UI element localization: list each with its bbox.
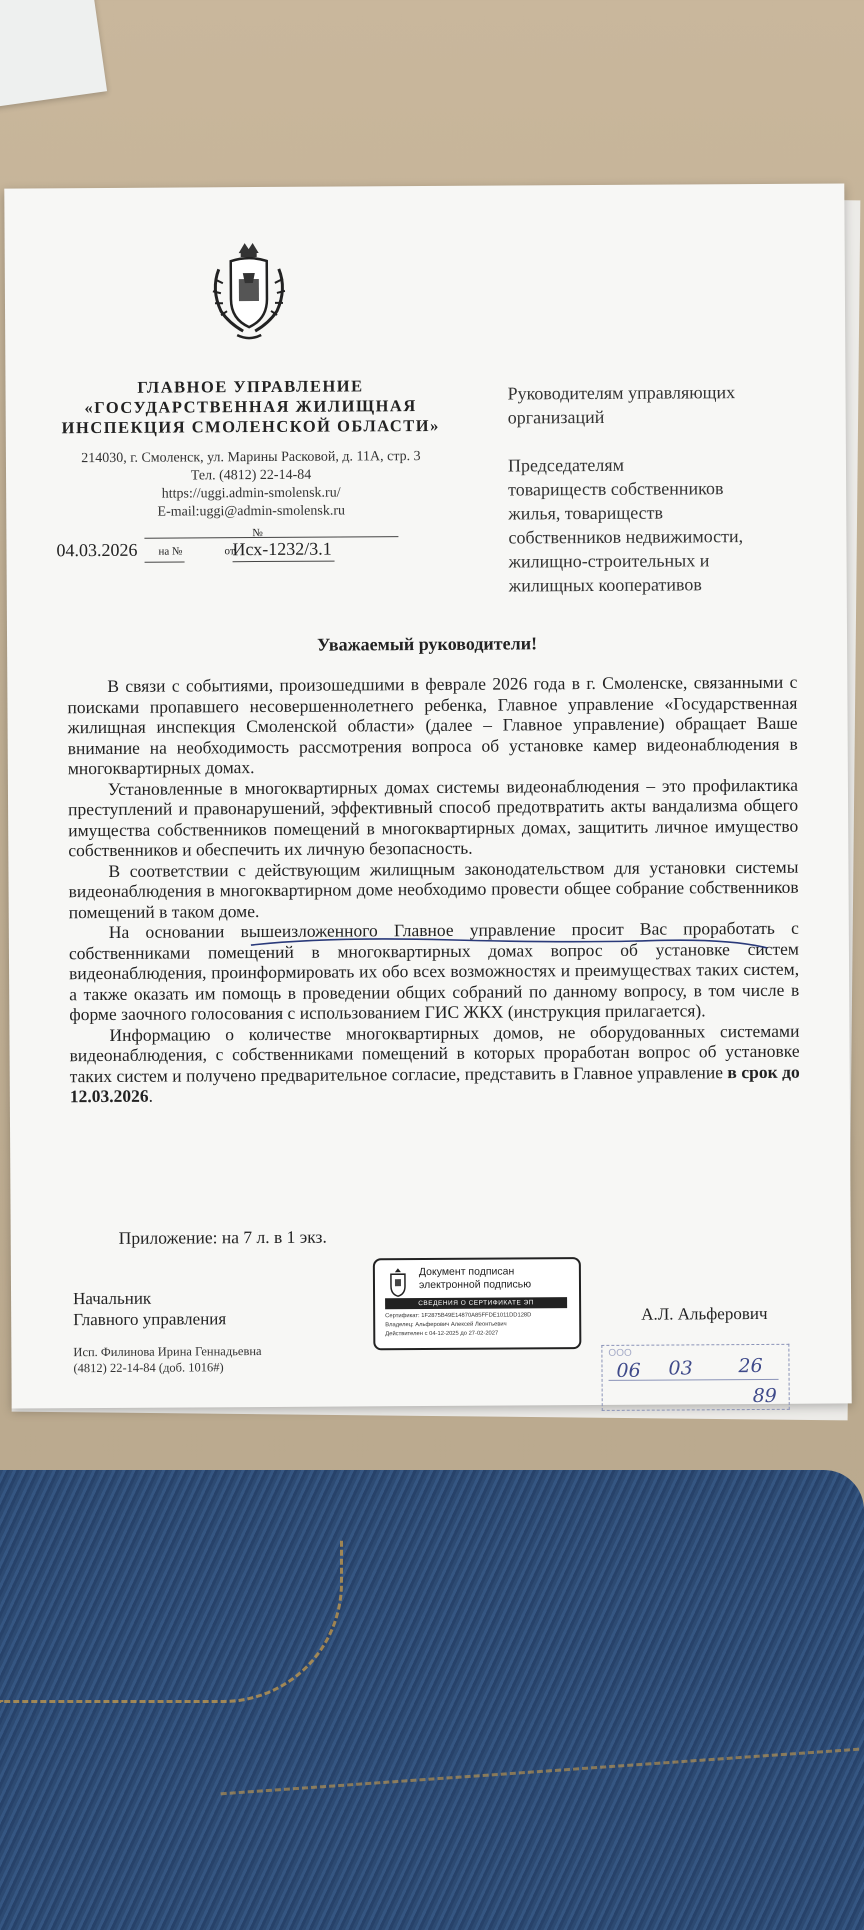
- signature-title-line: электронной подписью: [418, 1278, 532, 1292]
- from-label: от: [224, 545, 235, 558]
- email: E-mail:uggi@admin-smolensk.ru: [157, 503, 346, 520]
- paragraph: Установленные в многоквартирных домах системы видеонаблюдения – это профилактика преступлений и правонарушений, эффективный способ предотвратить акты вандализма общего имущества собственников помещений в многоквартирных домах, защитить личное имущество собственников и обеспечить их личную безопасность.: [68, 774, 799, 861]
- electronic-signature-stamp: [373, 1257, 582, 1350]
- paragraph-text: Информацию о количестве многоквартирных домов, не оборудованных системами видеонаблюдения, с собственниками помещений в которых проработан вопрос об установке таких систем и получено предварительное согласие, представить в Главное управление: [69, 1020, 800, 1086]
- org-line: ГЛАВНОЕ УПРАВЛЕНИЕ: [137, 376, 364, 397]
- coat-of-arms-icon: [201, 239, 298, 348]
- stamp-day: 06: [616, 1359, 641, 1382]
- greeting: Уважаемый руководители!: [317, 633, 538, 655]
- outgoing-number: Исх-1232/3.1: [232, 538, 332, 560]
- addressee-line: жилищных кооперативов: [508, 574, 702, 596]
- executor-line: (4812) 22-14-84 (доб. 1016#): [73, 1360, 224, 1376]
- position-line: Начальник: [73, 1288, 152, 1309]
- addressee-line: Руководителям управляющих: [507, 382, 736, 404]
- certificate-bar: СВЕДЕНИЯ О СЕРТИФИКАТЕ ЭП: [385, 1297, 567, 1309]
- executor-info: [73, 1343, 261, 1376]
- stamp-year: 26: [738, 1354, 763, 1378]
- website: https://uggi.admin-smolensk.ru/: [161, 485, 341, 502]
- addressee-line: товариществ собственников: [508, 478, 724, 500]
- addressee-line: жилья, товариществ: [508, 502, 664, 524]
- letter-body: [67, 672, 800, 1107]
- appendix-note: Приложение: на 7 л. в 1 экз.: [118, 1226, 327, 1248]
- certificate-line: Владелец: Альферович Алексей Леонтьевич: [385, 1321, 507, 1329]
- address: 214030, г. Смоленск, ул. Марины Расковой, д. 11А, стр. 3: [81, 449, 421, 467]
- document-page: [4, 183, 851, 1408]
- number-label: №: [252, 527, 263, 540]
- org-line: «ГОСУДАРСТВЕННАЯ ЖИЛИЩНАЯ: [84, 396, 417, 418]
- deadline: в срок до 12.03.2026: [69, 1061, 800, 1107]
- paragraph-end: .: [148, 1085, 154, 1106]
- signatory-position: [73, 1287, 226, 1330]
- addressee-line: жилищно-строительных и: [508, 550, 710, 572]
- certificate-line: Действителен с 04-12-2025 до 27-02-2027: [385, 1330, 499, 1338]
- paragraph: На основании вышеизложенного Главное управление просит Вас проработать с собственниками помещений в многоквартирных домах вопрос об установке систем видеонаблюдения, проинформировать их обо всех возможностях и преимуществах таких систем, а также оказать им помощь в проведении общих собраний по данному вопросу, в том числе в форме заочного голосования с использованием ГИС ЖКХ (инструкция прилагается).: [68, 917, 800, 1025]
- addressee-line: Председателям: [507, 454, 625, 476]
- paper-scrap: [0, 0, 107, 108]
- signature-title: [419, 1265, 531, 1292]
- organization-contacts: [46, 448, 456, 523]
- certificate-line: Сертификат: 1F2875B49E14870A85FFDE1011DD128D: [385, 1312, 532, 1320]
- stamp-line: [609, 1379, 779, 1381]
- addressee-line: организаций: [507, 406, 605, 428]
- outgoing-date: 04.03.2026: [56, 539, 138, 561]
- certificate-details: [385, 1311, 531, 1339]
- coat-of-arms-icon: [385, 1268, 411, 1298]
- jeans-seam: [221, 1748, 860, 1799]
- phone: Тел. (4812) 22-14-84: [190, 467, 312, 484]
- addressee-block: [507, 380, 828, 598]
- position-line: Главного управления: [73, 1309, 227, 1330]
- org-line: ИНСПЕКЦИЯ СМОЛЕНСКОЙ ОБЛАСТИ»: [61, 415, 440, 438]
- addressee-line: собственников недвижимости,: [508, 526, 744, 548]
- denim-background: [0, 1470, 864, 1930]
- signer-name: А.Л. Альферович: [641, 1303, 768, 1324]
- ref-label: на №: [158, 545, 183, 558]
- registration-line: [56, 527, 386, 566]
- underline: [145, 561, 185, 562]
- paragraph: В соответствии с действующим жилищным законодательством для установки системы видеонаблюдения в многоквартирном доме необходимо провести общее собрание собственников помещений в таком доме.: [68, 856, 799, 922]
- jeans-seam: [0, 1540, 343, 1703]
- stamp-faded-text: ООО: [608, 1347, 632, 1359]
- underline: [233, 561, 335, 563]
- incoming-registration-stamp: [601, 1344, 789, 1411]
- paragraph: В связи с событиями, произошедшими в феврале 2026 года в г. Смоленске, связанными с поисками пропавшего несовершеннолетнего ребенка, Главное управление «Государственная жилищная инспекция Смоленской области» (далее – Главное управление) обращает Ваше внимание на необходимость рассмотрения вопроса об установке камер видеонаблюдения в многоквартирных домах.: [67, 671, 798, 779]
- handwritten-underline: [249, 932, 769, 957]
- stamp-incoming-number: 89: [752, 1384, 777, 1408]
- organization-name: [45, 376, 455, 439]
- signature-title-line: Документ подписан: [418, 1265, 515, 1279]
- paragraph: [69, 1020, 799, 1106]
- executor-line: Исп. Филинова Ирина Геннадьевна: [73, 1344, 262, 1360]
- stamp-month: 03: [668, 1357, 693, 1380]
